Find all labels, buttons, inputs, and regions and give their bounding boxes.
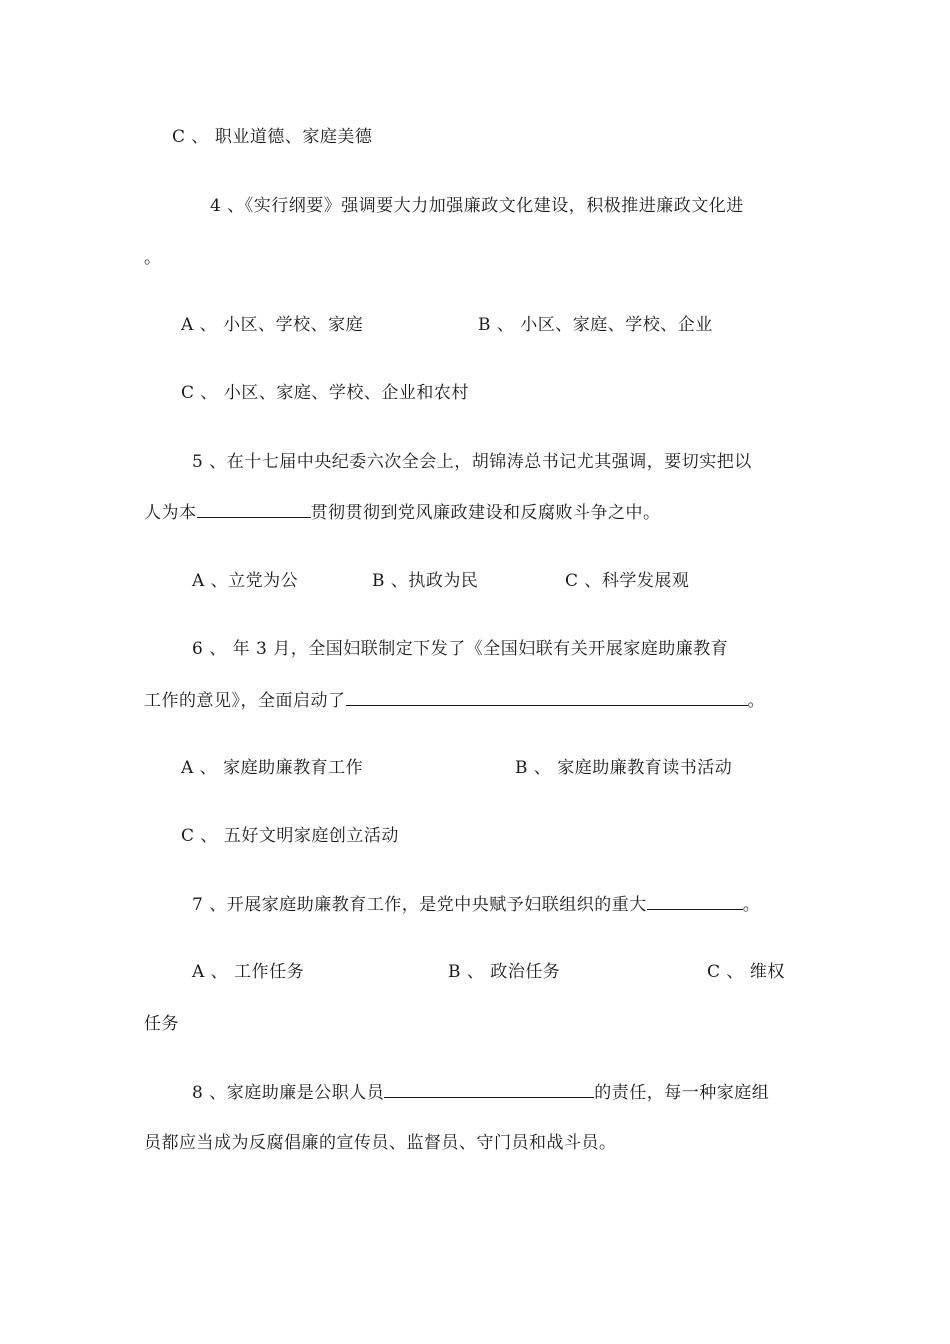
q6-option-b: B 、 家庭助廉教育读书活动: [515, 758, 733, 778]
q7-option-a: A 、 工作任务: [192, 962, 305, 982]
q3-option-c: C 、 职业道德、家庭美德: [172, 127, 373, 147]
q5-option-b: B 、执政为民: [372, 571, 479, 591]
q8-answer-blank: [384, 1081, 594, 1098]
q4-option-c: C 、 小区、家庭、学校、企业和农村: [181, 383, 469, 403]
q4-option-a: A 、 小区、学校、家庭: [181, 315, 364, 335]
q6-option-a: A 、 家庭助廉教育工作: [181, 758, 364, 778]
q5-stem: 5 、在十七届中央纪委六次全会上，胡锦涛总书记尤其强调，要切实把以: [192, 452, 752, 472]
q8-stem-continuation: 员都应当成为反腐倡廉的宣传员、监督员、守门员和战斗员。: [144, 1133, 617, 1153]
q8-stem-suffix: 的责任，每一种家庭组: [594, 1083, 770, 1103]
q4-stem: 4 、《实行纲要》强调要大力加强廉政文化建设，积极推进廉政文化进: [210, 196, 744, 216]
q6-stem-continuation: [144, 689, 765, 712]
q7-option-c: C 、 维权: [707, 962, 785, 982]
q7-stem: [192, 893, 760, 916]
q7-answer-blank: [647, 893, 743, 910]
q6-stem-suffix: 。: [747, 691, 765, 711]
q6-stem: 6 、 年 3 月，全国妇联制定下发了《全国妇联有关开展家庭助廉教育: [192, 639, 729, 659]
q5-answer-blank: [197, 501, 311, 518]
q5-stem-continuation: [144, 501, 661, 524]
q7-option-c-continuation: 任务: [144, 1014, 179, 1034]
q5-stem-suffix: 贯彻贯彻到党风廉政建设和反腐败斗争之中。: [310, 503, 661, 523]
q8-stem: [192, 1081, 769, 1104]
q5-option-a: A 、立党为公: [192, 571, 299, 591]
q4-stem-continuation: 。: [144, 248, 162, 268]
q8-stem-prefix: 8 、家庭助廉是公职人员: [192, 1083, 385, 1103]
q6-option-c: C 、 五好文明家庭创立活动: [181, 826, 399, 846]
q5-option-c: C 、科学发展观: [565, 571, 690, 591]
q6-stem-prefix: 工作的意见》，全面启动了: [144, 691, 346, 711]
q4-option-b: B 、 小区、家庭、学校、企业: [478, 315, 713, 335]
q7-option-b: B 、 政治任务: [448, 962, 561, 982]
q7-stem-prefix: 7 、开展家庭助廉教育工作，是党中央赋予妇联组织的重大: [192, 895, 647, 915]
q5-stem-prefix: 人为本: [144, 503, 197, 523]
q6-answer-blank: [346, 689, 748, 706]
q7-stem-suffix: 。: [742, 895, 761, 915]
